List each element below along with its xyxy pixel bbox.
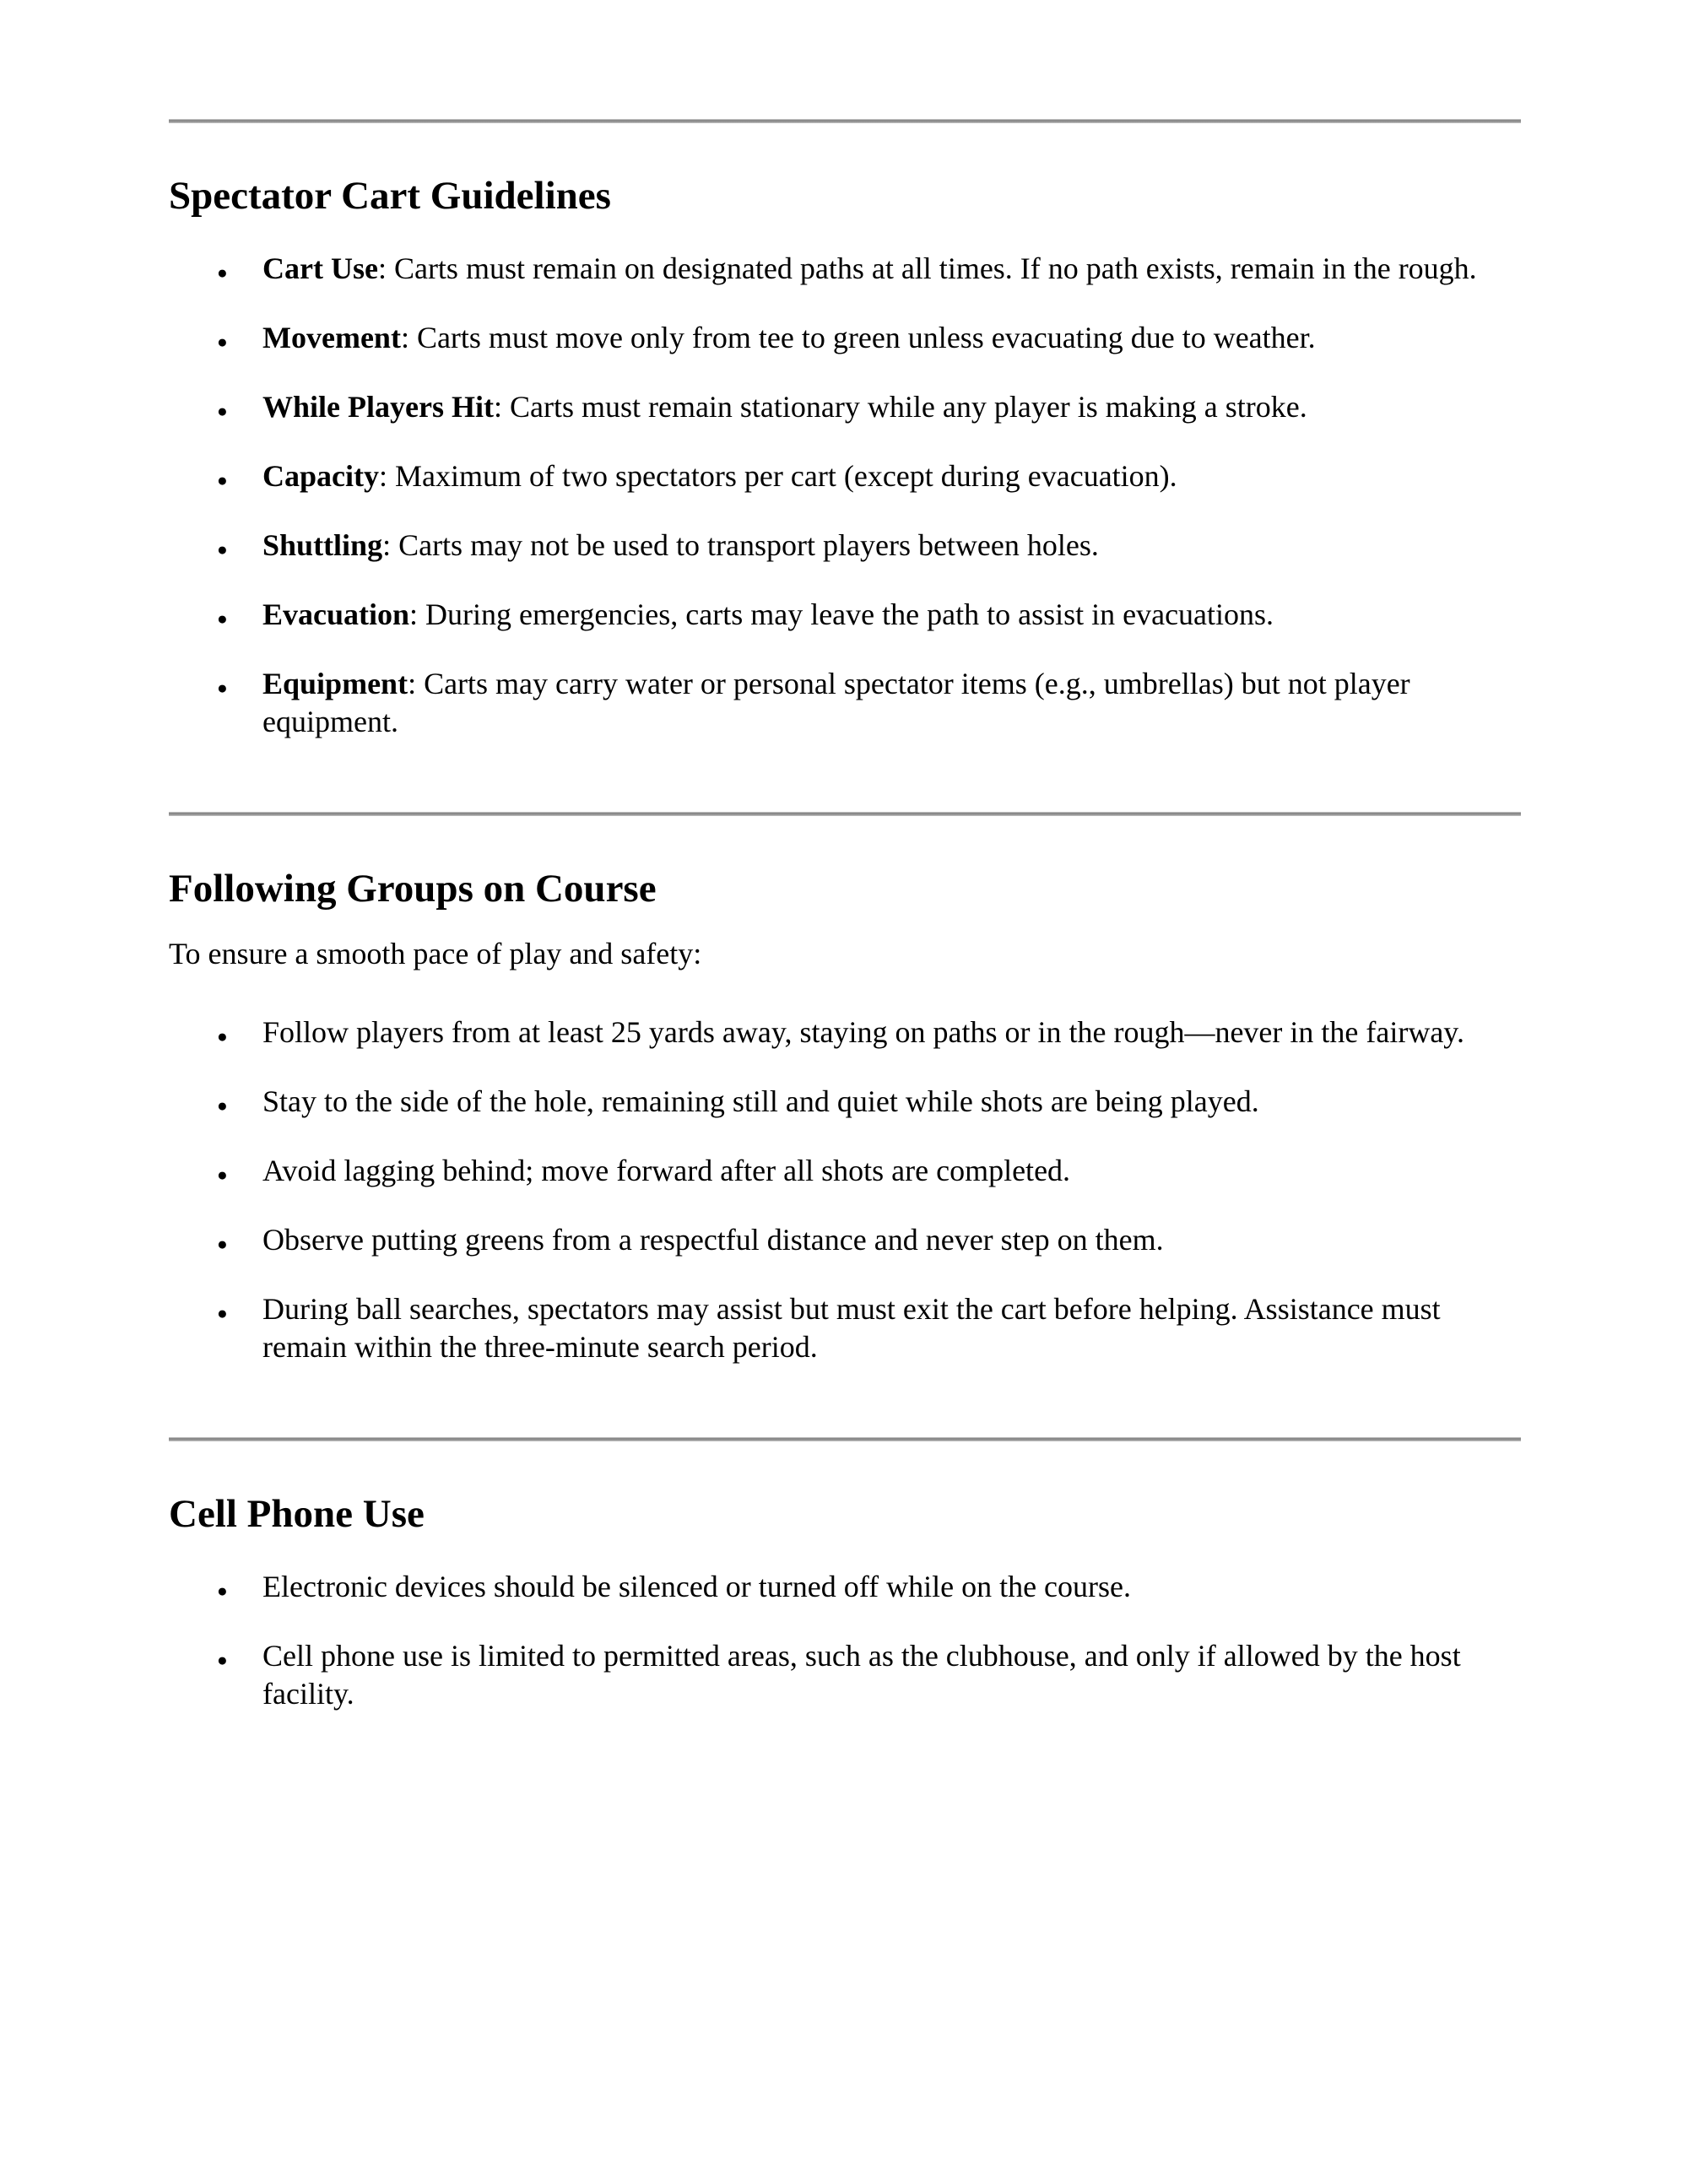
item-lead: Movement: [262, 321, 401, 354]
section-divider: [169, 119, 1521, 123]
heading-cell-phone-use: Cell Phone Use: [169, 1492, 425, 1536]
list-item: [169, 527, 1521, 565]
section-divider: [169, 1437, 1521, 1441]
item-text: : Carts must move only from tee to green unless evacuating due to weather.: [400, 321, 1316, 354]
list-item: [169, 1014, 1521, 1051]
section-divider: [169, 812, 1521, 816]
following-groups-list: [169, 1014, 1521, 1397]
item-lead: Shuttling: [262, 528, 383, 562]
list-item: [169, 1637, 1521, 1713]
item-text: : Carts must remain stationary while any player is making a stroke.: [493, 390, 1307, 424]
bullet-icon: [217, 1014, 228, 1056]
item-text: : Carts may carry water or personal spectator items (e.g., umbrellas) but not player equipment.: [262, 667, 1410, 738]
list-item: [169, 1290, 1521, 1366]
item-text: Observe putting greens from a respectful distance and never step on them.: [262, 1223, 1164, 1257]
item-lead: Equipment: [262, 667, 408, 700]
list-item: [169, 1083, 1521, 1121]
item-lead: Capacity: [262, 459, 379, 493]
spectator-cart-list: [169, 250, 1521, 772]
bullet-icon: [217, 1083, 228, 1125]
item-text: During ball searches, spectators may assist but must exit the cart before helping. Assistance must remain within the three-minute search period.: [262, 1292, 1441, 1364]
section-intro: To ensure a smooth pace of play and safety:: [169, 937, 702, 970]
list-item: [169, 665, 1521, 741]
item-lead: While Players Hit: [262, 390, 494, 424]
list-item: [169, 319, 1521, 357]
heading-spectator-cart-guidelines: Spectator Cart Guidelines: [169, 174, 611, 218]
bullet-icon: [217, 250, 228, 292]
bullet-icon: [217, 1152, 228, 1194]
list-item: [169, 1221, 1521, 1259]
item-lead: Cart Use: [262, 251, 378, 285]
item-lead: Evacuation: [262, 597, 410, 631]
heading-following-groups-on-course: Following Groups on Course: [169, 867, 657, 911]
list-item: [169, 596, 1521, 634]
item-text: Stay to the side of the hole, remaining still and quiet while shots are being played.: [262, 1084, 1259, 1118]
list-item: [169, 457, 1521, 495]
bullet-icon: [217, 1290, 228, 1333]
bullet-icon: [217, 457, 228, 500]
item-text: Avoid lagging behind; move forward after all shots are completed.: [262, 1154, 1071, 1187]
list-item: [169, 1152, 1521, 1190]
item-text: Follow players from at least 25 yards away, staying on paths or in the rough—never in the fairway.: [262, 1015, 1464, 1049]
bullet-icon: [217, 388, 228, 430]
cell-phone-list: [169, 1568, 1521, 1744]
bullet-icon: [217, 319, 228, 361]
item-text: Electronic devices should be silenced or turned off while on the course.: [262, 1570, 1132, 1603]
item-text: : Carts must remain on designated paths at all times. If no path exists, remain in the rough.: [377, 251, 1477, 285]
bullet-icon: [217, 1568, 228, 1610]
item-text: Cell phone use is limited to permitted areas, such as the clubhouse, and only if allowed by the host facility.: [262, 1639, 1461, 1711]
item-text: : Carts may not be used to transport players between holes.: [382, 528, 1099, 562]
item-text: : During emergencies, carts may leave the path to assist in evacuations.: [409, 597, 1274, 631]
bullet-icon: [217, 527, 228, 569]
bullet-icon: [217, 596, 228, 638]
bullet-icon: [217, 1221, 228, 1263]
bullet-icon: [217, 665, 228, 707]
list-item: [169, 250, 1521, 288]
item-text: : Maximum of two spectators per cart (except during evacuation).: [379, 459, 1177, 493]
list-item: [169, 1568, 1521, 1606]
list-item: [169, 388, 1521, 426]
bullet-icon: [217, 1637, 228, 1679]
